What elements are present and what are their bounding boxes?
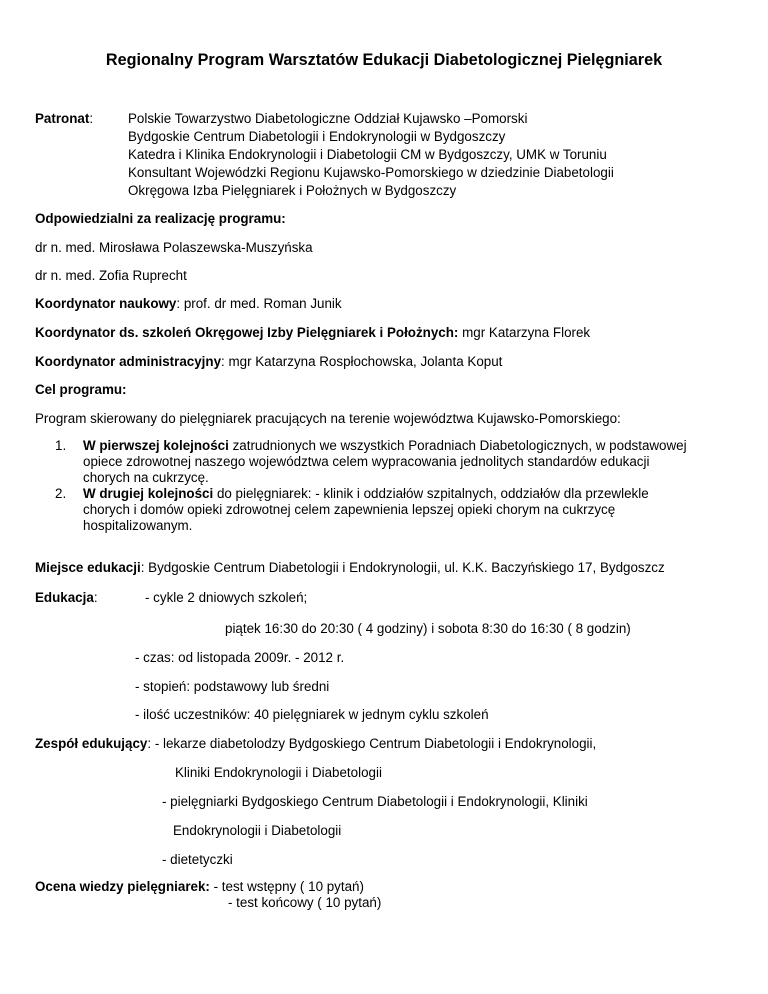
edukacja-godziny: piątek 16:30 do 20:30 ( 4 godziny) i sobota 8:30 do 16:30 ( 8 godzin) (225, 621, 631, 636)
zespol-line-4: Endokrynologii i Diabetologii (173, 823, 342, 838)
edukacja-label-text: Edukacja (35, 590, 94, 605)
zespol-line-5: - dietetyczki (162, 852, 233, 867)
ocena-wiedzy (35, 879, 364, 895)
koordynator-naukowy-value: : prof. dr med. Roman Junik (176, 296, 342, 311)
cel-item-1-line-1 (83, 438, 687, 454)
koordynator-szkolen-value: mgr Katarzyna Florek (458, 325, 591, 340)
zespol-line-3: - pielęgniarki Bydgoskiego Centrum Diabetologii i Endokrynologii, Kliniki (162, 794, 588, 809)
ocena-label: Ocena wiedzy pielęgniarek: (35, 879, 210, 894)
koordynator-naukowy-label: Koordynator naukowy (35, 296, 177, 311)
page-title: Regionalny Program Warsztatów Edukacji Diabetologicznej Pielęgniarek (105, 51, 663, 69)
koordynator-administracyjny-label: Koordynator administracyjny (35, 354, 222, 369)
patronat-label: Patronat: (35, 111, 94, 126)
patronat-line-5: Okręgowa Izba Pielęgniarek i Położnych w Bydgoszczy (128, 183, 457, 198)
odpowiedzialni-heading (35, 211, 286, 227)
cel-item-1-line-3: chorych na cukrzycę. (83, 470, 209, 485)
cel-heading-text: Cel programu: (35, 382, 127, 397)
cel-item-1-num: 1. (55, 438, 67, 453)
cel-item-1-text: zatrudnionych we wszystkich Poradniach Diabetologicznych, w podstawowej (228, 438, 687, 453)
patronat-line-3: Katedra i Klinika Endokrynologii i Diabetologii CM w Bydgoszczy, UMK w Toruniu (128, 147, 607, 162)
miejsce-edukacji (35, 560, 665, 576)
koordynator-naukowy (35, 296, 342, 312)
ocena-test-2: - test końcowy ( 10 pytań) (228, 895, 382, 910)
patronat-label-text: Patronat (35, 111, 90, 126)
patronat-line-4: Konsultant Wojewódzki Regionu Kujawsko-Pomorskiego w dziedzinie Diabetologii (128, 165, 614, 180)
cel-item-1-line-2: opiece zdrowotnej naszego województwa celem wypracowania jednolitych standardów edukacji (83, 454, 650, 469)
miejsce-edukacji-label: Miejsce edukacji (35, 560, 141, 575)
edukacja-cykle: - cykle 2 dniowych szkoleń; (145, 590, 308, 605)
edukacja-label (35, 590, 98, 606)
cel-item-2-line-2: chorych i domów opieki zdrowotnej celem zapewnienia lepszej opieki chorym na cukrzycę (83, 502, 616, 517)
zespol-label: Zespół edukujący (35, 736, 148, 751)
zespol-edukujacy (35, 736, 596, 752)
cel-item-1-bold: W pierwszej kolejności (83, 438, 229, 453)
edukacja-czas: - czas: od listopada 2009r. - 2012 r. (135, 650, 345, 665)
cel-intro: Program skierowany do pielęgniarek pracujących na terenie województwa Kujawsko-Pomorskiego: (35, 411, 621, 426)
cel-item-2-text: do pielęgniarek: - klinik i oddziałów szpitalnych, oddziałów dla przewlekle (213, 486, 649, 501)
koordynator-administracyjny (35, 354, 502, 370)
ocena-test-1: - test wstępny ( 10 pytań) (209, 879, 364, 894)
odpowiedzialny-1: dr n. med. Mirosława Polaszewska-Muszyńska (35, 240, 313, 255)
patronat-line-2: Bydgoskie Centrum Diabetologii i Endokrynologii w Bydgoszczy (128, 129, 506, 144)
koordynator-szkolen-label: Koordynator ds. szkoleń Okręgowej Izby Pielęgniarek i Położnych: (35, 325, 459, 340)
koordynator-szkolen (35, 325, 590, 341)
cel-item-2-line-1 (83, 486, 649, 502)
odpowiedzialny-2: dr n. med. Zofia Ruprecht (35, 268, 187, 283)
zespol-line-1: : - lekarze diabetolodzy Bydgoskiego Centrum Diabetologii i Endokrynologii, (147, 736, 597, 751)
cel-item-2-num: 2. (55, 486, 67, 501)
cel-item-2-bold: W drugiej kolejności (83, 486, 214, 501)
edukacja-label-colon: : (93, 590, 98, 605)
zespol-line-2: Kliniki Endokrynologii i Diabetologii (175, 765, 382, 780)
edukacja-ilosc: - ilość uczestników: 40 pielęgniarek w jednym cyklu szkoleń (135, 707, 489, 722)
odpowiedzialni-heading-text: Odpowiedzialni za realizację programu: (35, 211, 286, 226)
miejsce-edukacji-value: : Bydgoskie Centrum Diabetologii i Endokrynologii, ul. K.K. Baczyńskiego 17, Bydgoszcz (140, 560, 665, 575)
edukacja-stopien: - stopień: podstawowy lub średni (135, 679, 330, 694)
cel-heading (35, 382, 127, 398)
cel-item-2-line-3: hospitalizowanym. (83, 518, 193, 533)
patronat-line-1: Polskie Towarzystwo Diabetologiczne Oddział Kujawsko –Pomorski (128, 111, 528, 126)
koordynator-administracyjny-value: : mgr Katarzyna Rospłochowska, Jolanta Koput (221, 354, 503, 369)
